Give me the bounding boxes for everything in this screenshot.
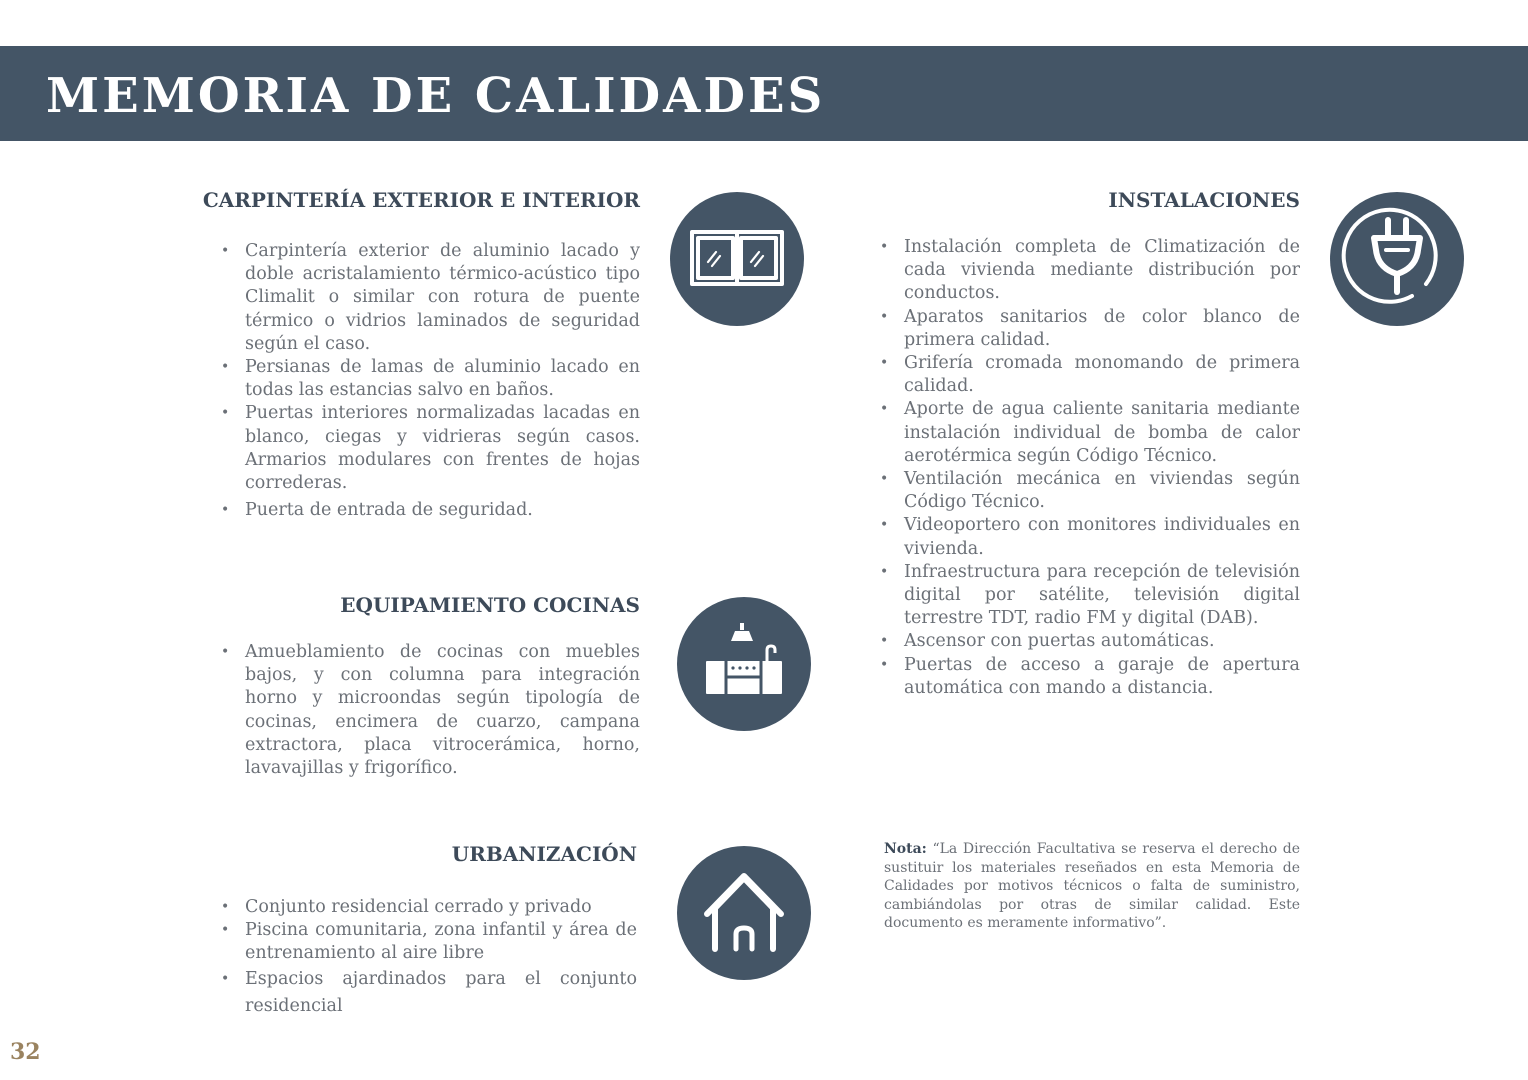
list-item: • Persianas de lamas de aluminio lacado en todas las estancias salvo en baños. [221,357,640,401]
list-item: • Ascensor con puertas automáticas. [880,631,1215,652]
header-banner [0,46,1528,141]
section-title-urbanizacion: URBANIZACIÓN [451,842,637,866]
cocinas-list [221,641,640,780]
section-title-carpinteria: CARPINTERÍA EXTERIOR E INTERIOR [202,188,640,212]
list-item: • Infraestructura para recepción de televisión digital por satélite, televisión digital terrestre TDT, radio FM y digital (DAB). [880,561,1300,629]
page-number: 32 [10,1039,41,1065]
note-label: Nota: [884,841,927,857]
list-item: • Instalación completa de Climatización de cada vivienda mediante distribución por conductos. [880,237,1300,304]
page-title: MEMORIA DE CALIDADES [46,68,826,124]
list-item: • Aporte de agua caliente sanitaria mediante instalación individual de bomba de calor aerotérmica según Código Técnico. [880,399,1300,466]
note-text: “La Dirección Facultativa se reserva el derecho de sustituir los materiales reseñados en esta Memoria de Calidades por motivos técnicos o falta de suministro, cambiándolas por otras de similar calidad. Este documento es meramente informativo”. [884,841,1301,931]
list-item: • Amueblamiento de cocinas con muebles bajos, y con columna para integración horno y microondas según tipología de cocinas, encimera de cuarzo, campana extractora, placa vitrocerámica, horno, lavavajillas y frigorífico. [221,642,640,779]
carpinteria-list [221,240,640,522]
list-item: • Videoportero con monitores individuales en vivienda. [880,515,1300,559]
instalaciones-list [880,236,1300,700]
list-item: • Puertas interiores normalizadas lacadas en blanco, ciegas y vidrieras según casos. Armarios modulares con frentes de hojas correderas. [221,403,640,494]
list-item: • Puerta de entrada de seguridad. [221,500,533,521]
list-item: • Carpintería exterior de aluminio lacado y doble acristalamiento térmico-acústico tipo Climalit o similar con rotura de puente térmico o vidrios laminados de seguridad según el caso. [221,241,640,354]
list-item: • Ventilación mecánica en viviendas según Código Técnico. [880,469,1300,513]
list-item: • Puertas de acceso a garaje de apertura automática con mando a distancia. [880,654,1300,698]
window-icon [670,192,804,326]
list-item: • Espacios ajardinados para el conjunto residencial [221,968,637,1016]
section-title-instalaciones: INSTALACIONES [1108,188,1300,212]
section-title-cocinas: EQUIPAMIENTO COCINAS [340,593,640,617]
list-item: • Piscina comunitaria, zona infantil y área de entrenamiento al aire libre [221,920,637,964]
urbanizacion-list [221,896,637,1020]
disclaimer-note [884,840,1300,933]
list-item: • Grifería cromada monomando de primera calidad. [880,353,1300,397]
list-item: • Aparatos sanitarios de color blanco de primera calidad. [880,306,1300,350]
plug-icon [1330,192,1464,326]
kitchen-icon [677,597,811,731]
house-icon [677,846,811,980]
list-item: • Conjunto residencial cerrado y privado [221,897,592,917]
